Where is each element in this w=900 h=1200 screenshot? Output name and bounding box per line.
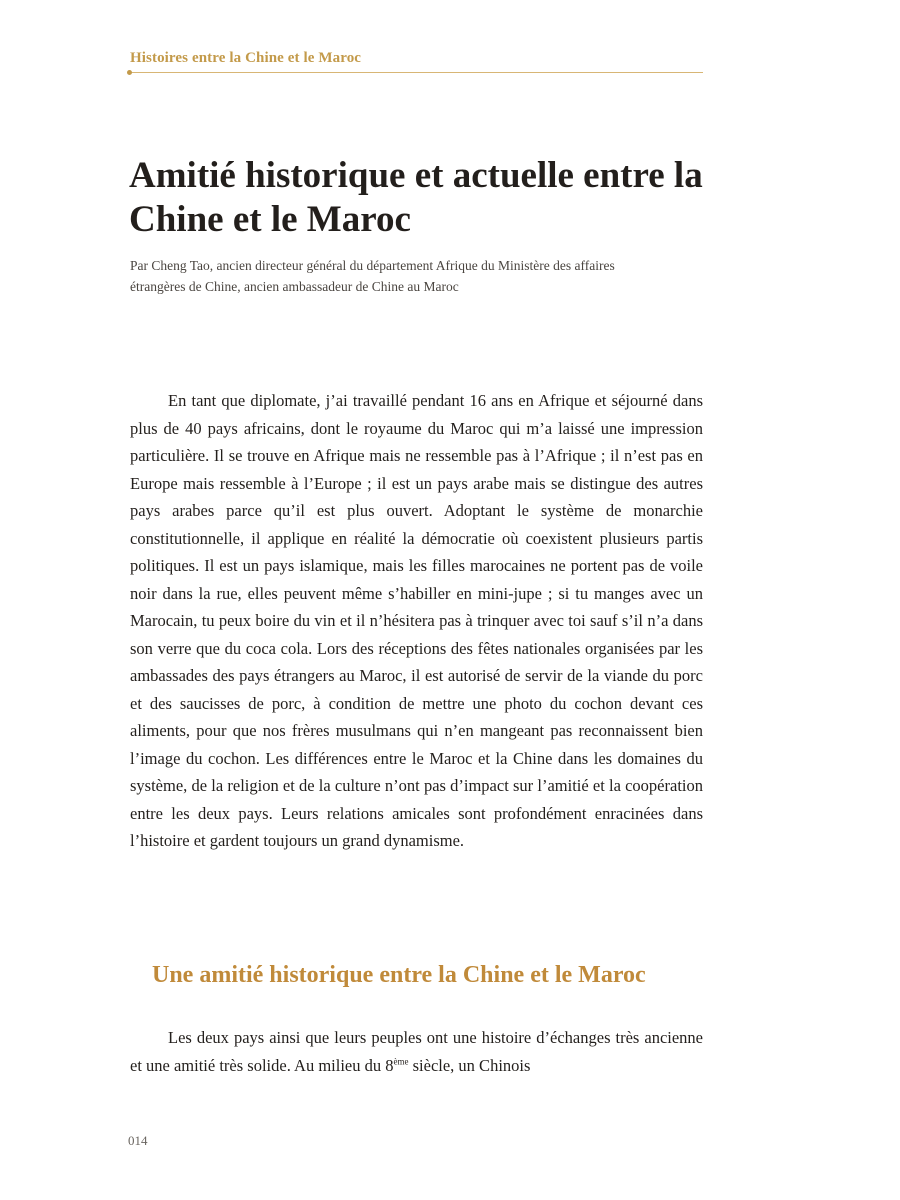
- paragraph-2-text-end: siècle, un Chinois: [408, 1055, 531, 1075]
- header-dot: [127, 70, 132, 75]
- page-number: 014: [128, 1133, 148, 1148]
- section-heading: Une amitié historique entre la Chine et le Maroc: [152, 962, 646, 988]
- running-header: Histoires entre la Chine et le Maroc: [130, 50, 362, 66]
- byline: Par Cheng Tao, ancien directeur général du département Afrique du Ministère des affaires étrangères de Chine, ancien ambassadeur de Chine au Maroc: [130, 258, 615, 294]
- article-title: Amitié historique et actuelle entre la Chine et le Maroc: [129, 155, 703, 240]
- header-rule: [130, 72, 703, 73]
- body-paragraph-2: [130, 1024, 703, 1079]
- body-paragraph-1: En tant que diplomate, j’ai travaillé pendant 16 ans en Afrique et séjourné dans plus de 40 pays africains, dont le royaume du Maroc qui m’a laissé une impression particulière. Il se trouve en Afrique mais ne ressemble pas à l’Afrique ; il n’est pas en Europe mais ressemble à l’Europe ; il est un pays arabe mais se distingue des autres pays arabes parce qu’il est plus ouvert. Adoptant le système de monarchie constitutionnelle, il applique en réalité la démocratie où coexistent plusieurs partis politiques. Il est un pays islamique, mais les filles marocaines ne portent pas de voile noir dans la rue, elles peuvent même s’habiller en mini-jupe ; si tu manges avec un Marocain, tu peux boire du vin et il n’hésitera pas à trinquer avec toi sauf s’il n’a dans son verre que du coca cola. Lors des réceptions des fêtes nationales organisées par les ambassades des pays étrangers au Maroc, il est autorisé de servir de la viande du porc et des saucisses de porc, à condition de mettre une photo du cochon devant ces aliments, pour que nos frères musulmans qui n’en mangeant pas reconnaissent bien l’image du cochon. Les différences entre le Maroc et la Chine dans les domaines du système, de la religion et de la culture n’ont pas d’impact sur l’amitié et la coopération entre les deux pays. Leurs relations amicales sont profondément enracinées dans l’histoire et gardent toujours un grand dynamisme.: [130, 391, 703, 850]
- superscript-eme: ème: [393, 1056, 409, 1066]
- paragraph-2-text-start: Les deux pays ainsi que leurs peuples ont une histoire d’échanges très ancienne et une amitié très solide. Au milieu du 8: [130, 1028, 703, 1075]
